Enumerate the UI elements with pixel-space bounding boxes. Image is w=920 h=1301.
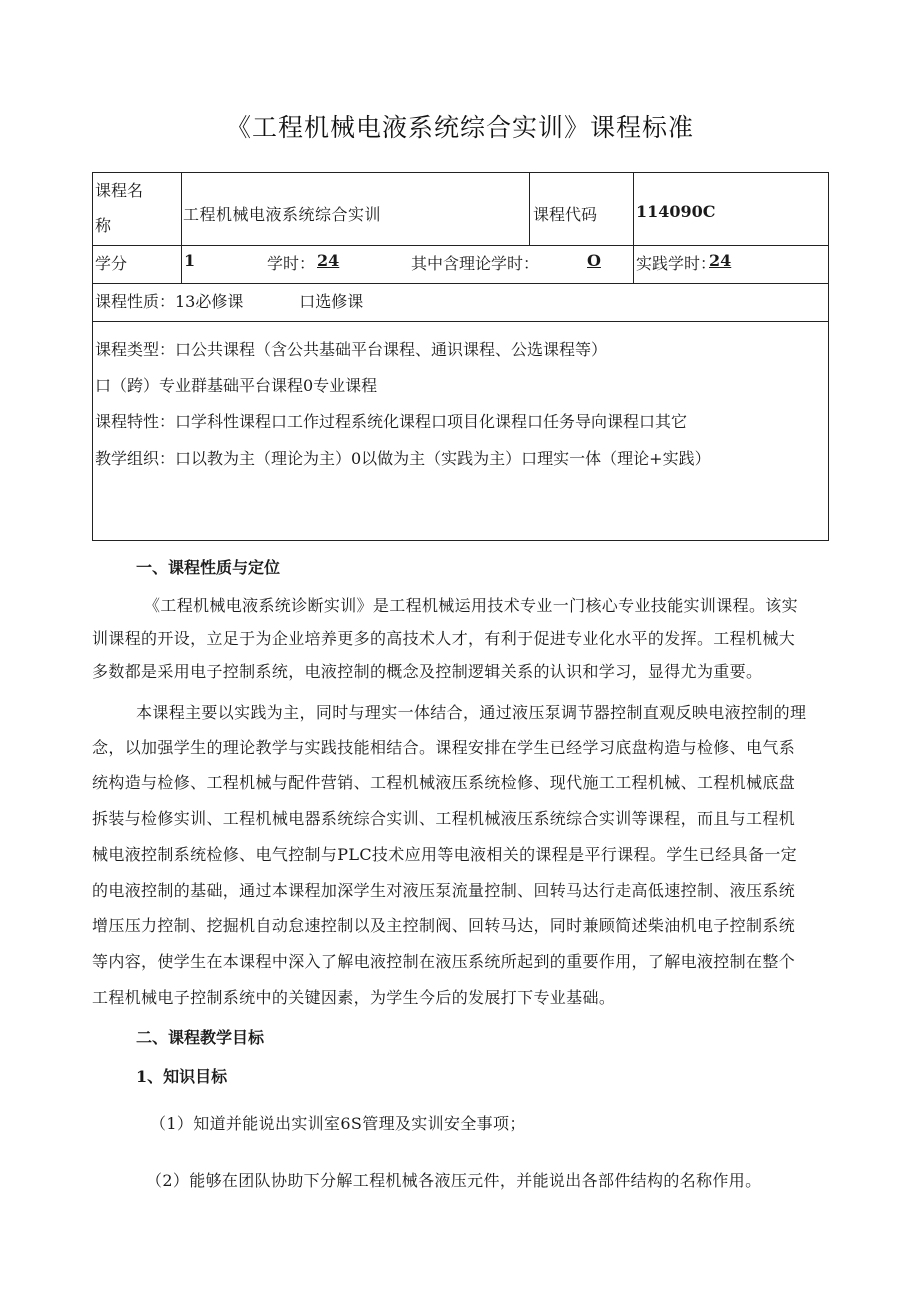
practice-hours-label: 实践学时： — [636, 254, 717, 273]
document-title: 《工程机械电液系统综合实训》课程标准 — [225, 113, 694, 142]
table-col-divider — [529, 173, 530, 245]
paragraph-line: 本课程主要以实践为主，同时与理实一体结合，通过液压泵调节器控制直观反映电液控制的理 — [136, 703, 807, 722]
hours-label: 学时： — [267, 254, 316, 273]
paragraph-line: 统构造与检修、工程机械与配件营销、工程机械液压系统检修、现代施工工程机械、工程机械底盘 — [92, 773, 796, 792]
course-info-table — [92, 172, 829, 541]
paragraph-line: 训课程的开设，立足于为企业培养更多的高技术人才，有利于促进专业化水平的发挥。工程机械大 — [92, 629, 796, 648]
paragraph-line: 拆装与检修实训、工程机械电器系统综合实训、工程机械液压系统综合实训等课程，而且与工程机 — [92, 809, 796, 828]
table-col-divider — [181, 173, 182, 245]
course-nature-line: 课程性质：13必修课 口选修课 — [95, 292, 364, 311]
sub-heading-knowledge: 1、知识目标 — [136, 1067, 228, 1086]
section-heading-objectives: 二、课程教学目标 — [136, 1028, 265, 1047]
course-type-line-cont: 口（跨）专业群基础平台课程0专业课程 — [95, 376, 378, 395]
course-name-label-cont: 称 — [95, 216, 112, 235]
paragraph-line: 多数都是采用电子控制系统，电液控制的概念及控制逻辑关系的认识和学习，显得尤为重要。 — [92, 662, 763, 681]
paragraph-line: 等内容，使学生在本课程中深入了解电液控制在液压系统所起到的重要作用，了解电液控制在整个 — [92, 952, 796, 971]
course-code-value: 114090C — [636, 202, 716, 221]
paragraph-line: 的电液控制的基础，通过本课程加深学生对液压泵流量控制、回转马达行走高低速控制、液压系统 — [92, 881, 796, 900]
practice-hours-value: 24 — [709, 251, 732, 270]
paragraph-line: 《工程机械电液系统诊断实训》是工程机械运用技术专业一门核心专业技能实训课程。该实 — [144, 596, 799, 615]
paragraph-line: 念，以加强学生的理论教学与实践技能相结合。课程安排在学生已经学习底盘构造与检修、电气系 — [92, 738, 796, 757]
theory-hours-label: 其中含理论学时： — [411, 254, 540, 273]
theory-hours-value: O — [587, 251, 601, 270]
table-col-divider — [181, 245, 182, 283]
paragraph-line: 械电液控制系统检修、电气控制与PLC技术应用等电液相关的课程是平行课程。学生已经具备一定 — [92, 845, 798, 864]
course-code-label: 课程代码 — [533, 205, 598, 224]
table-row-divider — [93, 245, 828, 246]
objective-item: （2）能够在团队协助下分解工程机械各液压元件，并能说出各部件结构的名称作用。 — [146, 1171, 762, 1190]
course-feature-line: 课程特性：口学科性课程口工作过程系统化课程口项目化课程口任务导向课程口其它 — [95, 412, 688, 431]
course-type-line: 课程类型：口公共课程（含公共基础平台课程、通识课程、公选课程等） — [95, 340, 608, 359]
teaching-org-line: 教学组织：口以教为主（理论为主）0以做为主（实践为主）口理实一体（理论+实践） — [95, 449, 711, 468]
objective-item: （1）知道并能说出实训室6S管理及实训安全事项； — [150, 1114, 526, 1133]
credit-value: 1 — [184, 251, 196, 270]
paragraph-line: 增压压力控制、挖掘机自动怠速控制以及主控制阀、回转马达，同时兼顾简述柴油机电子控制系统 — [92, 916, 796, 935]
hours-value: 24 — [317, 251, 340, 270]
paragraph-line: 工程机械电子控制系统中的关键因素，为学生今后的发展打下专业基础。 — [92, 988, 616, 1007]
table-row-divider — [93, 321, 828, 322]
table-col-divider — [633, 173, 634, 283]
table-row-divider — [93, 283, 828, 284]
course-name-value: 工程机械电液系统综合实训 — [183, 205, 382, 224]
credit-label: 学分 — [95, 254, 128, 273]
section-heading-nature: 一、课程性质与定位 — [136, 558, 281, 577]
course-name-label: 课程名 — [95, 181, 144, 200]
